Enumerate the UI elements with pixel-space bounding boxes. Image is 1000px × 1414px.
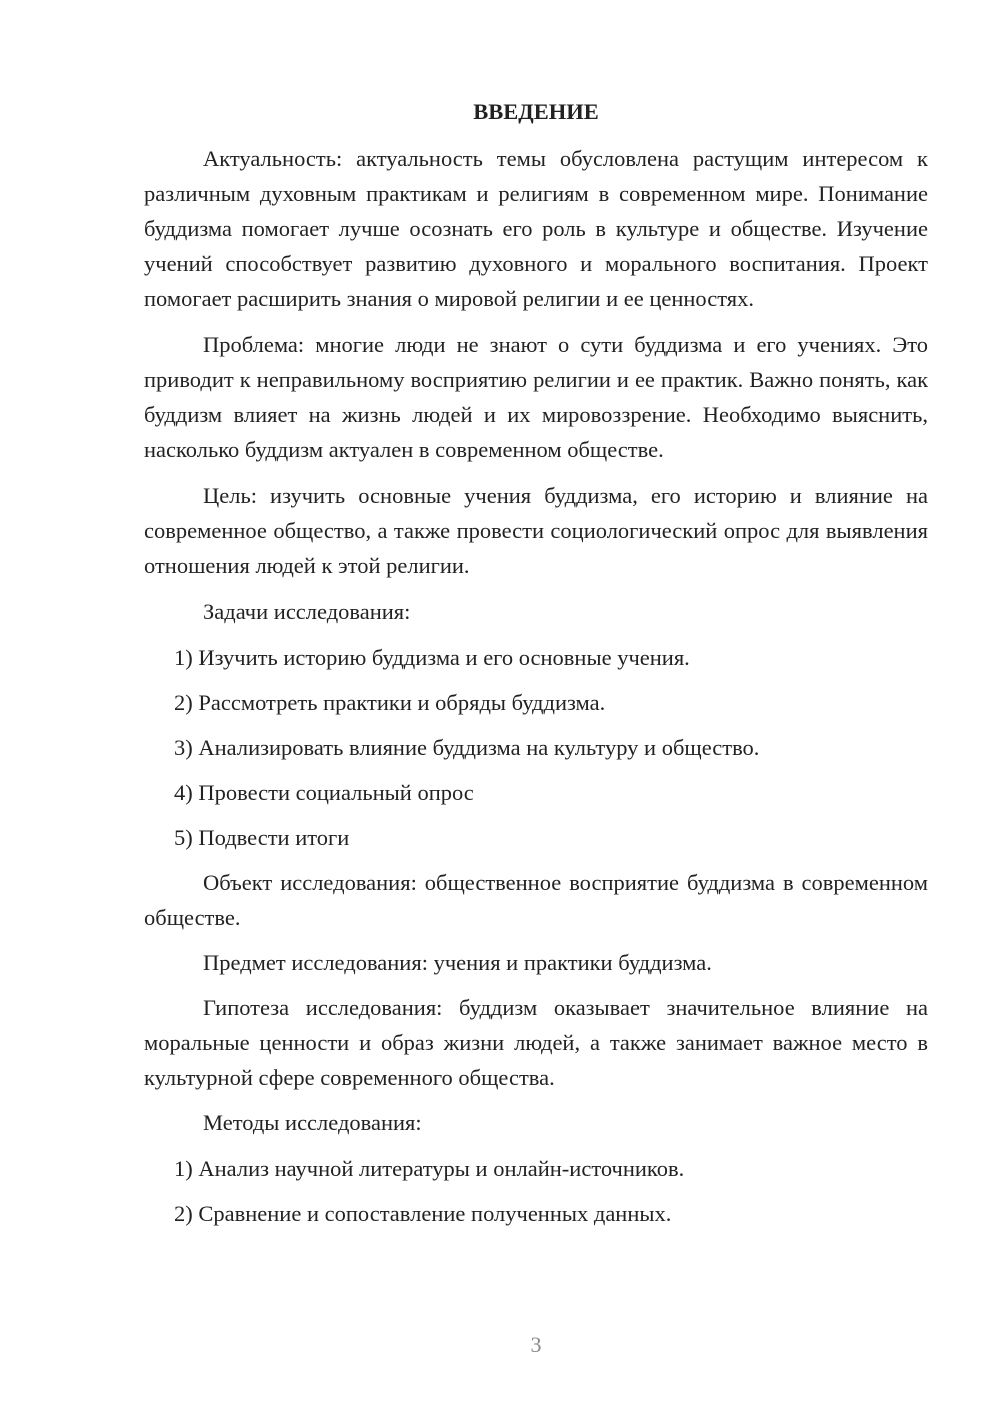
tasks-label: Задачи исследования: (203, 599, 411, 624)
task-item: 1) Изучить историю буддизма и его основные учения. (174, 645, 690, 670)
task-item: 2) Рассмотреть практики и обряды буддизма. (174, 690, 606, 715)
paragraph-subject: Предмет исследования: учения и практики буддизма. (203, 950, 712, 975)
task-item: 4) Провести социальный опрос (174, 780, 474, 805)
task-item: 3) Анализировать влияние буддизма на культуру и общество. (174, 735, 760, 760)
section-title: ВВЕДЕНИЕ (473, 99, 599, 124)
methods-label: Методы исследования: (203, 1110, 422, 1135)
tasks-list (144, 640, 928, 855)
task-item: 5) Подвести итоги (174, 825, 350, 850)
method-item: 1) Анализ научной литературы и онлайн-источников. (174, 1156, 685, 1181)
paragraph-relevance: Актуальность: актуальность темы обусловлена растущим интересом к различным духовным практикам и религиям в современном мире. Понимание буддизма помогает лучше осознать его роль в культуре и обществе. Изучение учений способствует развитию духовного и морального воспитания. Проект помогает расширить знания о мировой религии и ее ценностях. (144, 146, 928, 311)
page-content (144, 94, 928, 1241)
paragraph-hypothesis: Гипотеза исследования: буддизм оказывает значительное влияние на моральные ценности и образ жизни людей, а также занимает важное место в культурной сфере современного общества. (144, 995, 928, 1090)
methods-list (144, 1151, 928, 1231)
page-number: 3 (530, 1332, 542, 1357)
paragraph-goal: Цель: изучить основные учения буддизма, его историю и влияние на современное общество, а также провести социологический опрос для выявления отношения людей к этой религии. (144, 483, 928, 578)
paragraph-problem: Проблема: многие люди не знают о сути буддизма и его учениях. Это приводит к неправильному восприятию религии и ее практик. Важно понять, как буддизм влияет на жизнь людей и их мировоззрение. Необходимо выяснить, насколько буддизм актуален в современном обществе. (144, 332, 928, 462)
paragraph-object: Объект исследования: общественное восприятие буддизма в современном обществе. (144, 870, 928, 930)
method-item: 2) Сравнение и сопоставление полученных данных. (174, 1201, 672, 1226)
